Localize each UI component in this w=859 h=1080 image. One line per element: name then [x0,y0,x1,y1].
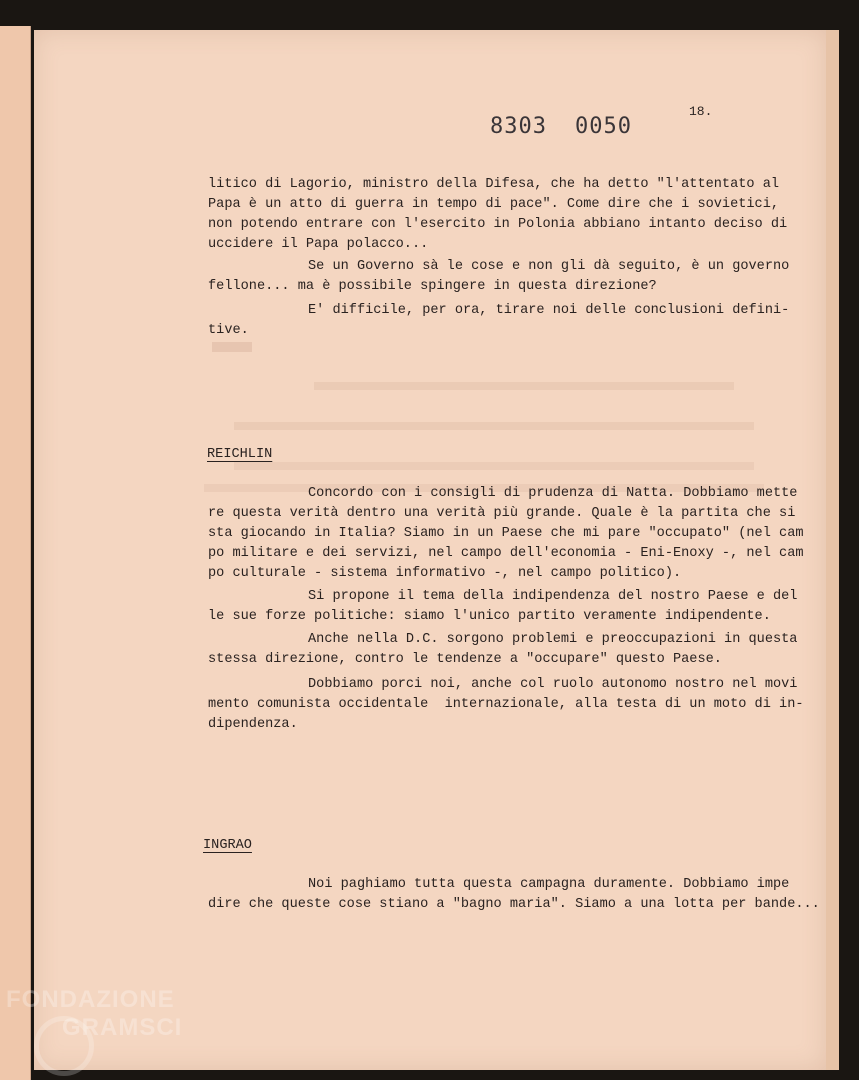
text-line: E' difficile, per ora, tirare noi delle conclusioni defini- [308,303,790,318]
text-line: Si propone il tema della indipendenza del nostro Paese e del [308,589,798,604]
speaker-heading-ingrao: INGRAO [203,838,252,853]
text-line: re questa verità dentro una verità più grande. Quale è la partita che si [208,506,796,521]
fondazione-gramsci-watermark [0,986,220,1076]
stamp-number-2: 0050 [574,114,632,139]
text-line: Noi paghiamo tutta questa campagna duramente. Dobbiamo impe [308,877,790,892]
text-line: fellone... ma è possibile spingere in questa direzione? [208,279,657,294]
text-line: Concordo con i consigli di prudenza di Natta. Dobbiamo mette [308,486,798,501]
text-line: dire che queste cose stiano a "bagno maria". Siamo a una lotta per bande... [208,897,820,912]
text-line: Dobbiamo porci noi, anche col ruolo autonomo nostro nel movi [308,677,798,692]
text-line: tive. [208,323,249,338]
text-line: le sue forze politiche: siamo l'unico partito veramente indipendente. [208,609,771,624]
speaker-heading-reichlin: REICHLIN [207,447,273,462]
watermark-line-2: GRAMSCI [62,1014,183,1041]
show-through-marks [234,422,754,430]
text-line: mento comunista occidentale internazionale, alla testa di un moto di in- [208,697,804,712]
paragraph [208,587,798,627]
text-line: po militare e dei servizi, nel campo dell'economia - Eni-Enoxy -, nel cam [208,546,804,561]
paragraph [208,484,804,584]
text-line: Anche nella D.C. sorgono problemi e preoccupazioni in questa [308,632,798,647]
page-number: 18. [689,104,713,119]
show-through-marks [314,382,734,390]
text-line: po culturale - sistema informativo -, nel campo politico). [208,566,682,581]
paragraph [208,257,788,297]
text-line: Se un Governo sà le cose e non gli dà seguito, è un governo [308,259,790,274]
show-through-marks [212,342,252,352]
show-through-marks [234,462,754,470]
watermark-line-1: FONDAZIONE [6,986,175,1013]
paragraph [208,630,798,670]
paragraph [208,301,788,341]
archive-stamp [490,114,632,139]
document-page [34,30,826,1070]
stamp-number-1: 8303 [490,114,547,139]
paragraph: litico di Lagorio, ministro della Difesa, che ha detto "l'attentato al Papa è un atto di guerra in tempo di pace". Come dire che i sovietici, non potendo entrare con l'esercito in Polonia abbiano intanto deciso di uccidere il Papa polacco... [208,177,788,252]
paragraph [208,875,820,915]
text-line: sta giocando in Italia? Siamo in un Paese che mi pare "occupato" (nel cam [208,526,804,541]
paragraph [208,675,804,735]
text-line: dipendenza. [208,717,298,732]
text-line: stessa direzione, contro le tendenze a "occupare" questo Paese. [208,652,722,667]
left-facing-page [0,26,31,1080]
